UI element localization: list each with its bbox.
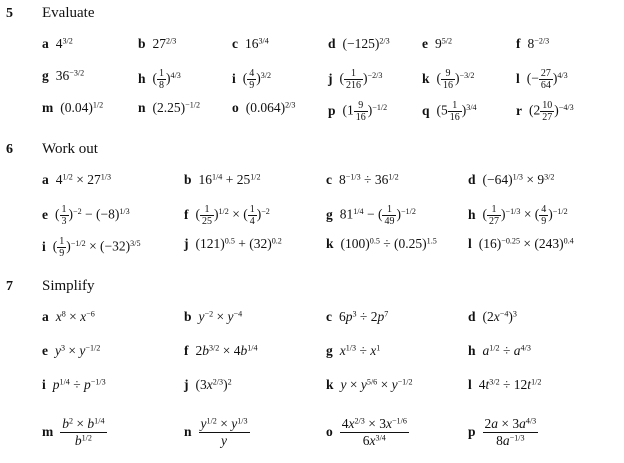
exercise-item: m $(0.04)^{1/2}$ — [42, 100, 104, 115]
exercise-item: f $8^{-2/3}$ — [516, 36, 550, 51]
question-number: 6 — [6, 142, 13, 157]
exercise-item: n $\frac{y^{1/2} \times y^{1/3}}{y}$ — [184, 416, 248, 448]
exercise-item: r (2 $\frac{10}{27}$ )$^{-4/3}$ — [516, 100, 574, 123]
exercise-item: i ( $\frac{1}{9}$ )$^{-1/2} \times (-32)^{3/5}$ — [42, 236, 141, 259]
exercise-item: d $(-64)^{1/3} \times 9^{3/2}$ — [468, 172, 555, 187]
question-title: Simplify — [42, 278, 95, 294]
question-title: Evaluate — [42, 5, 95, 21]
exercise-item: p $\frac{2a \times 3a^{4/3}}{8a^{-1/3}}$ — [468, 416, 537, 448]
exercise-item: q (5 $\frac{1}{16}$ )$^{3/4}$ — [422, 100, 477, 123]
exercise-item: f $2b^{3/2} \times 4b^{1/4}$ — [184, 343, 258, 358]
exercise-item: b $16^{1/4} + 25^{1/2}$ — [184, 172, 261, 187]
exercise-item: k $(100)^{0.5} \div (0.25)^{1.5}$ — [326, 236, 437, 251]
exercise-item: l (− $\frac{27}{64}$ )$^{4/3}$ — [516, 68, 568, 91]
question-title: Work out — [42, 141, 98, 157]
exercise-item: k $y \times y^{5/6} \times y^{-1/2}$ — [326, 377, 413, 392]
exercise-item: e $y^3 \times y^{-1/2}$ — [42, 343, 101, 358]
exercise-item: o $(0.064)^{2/3}$ — [232, 100, 296, 115]
exercise-item: d $(-125)^{2/3}$ — [328, 36, 390, 51]
exercise-item: e ( $\frac{1}{3}$ )$^{-2} - (-8)^{1/3}$ — [42, 204, 130, 227]
exercise-item: c $8^{-1/3} \div 36^{1/2}$ — [326, 172, 399, 187]
exercise-item: a $x^8 \times x^{-6}$ — [42, 309, 95, 324]
exercise-item: m $\frac{b^2 \times b^{1/4}}{b^{1/2}}$ — [42, 416, 105, 448]
exercise-item: h ( $\frac{1}{27}$ )$^{-1/3}$ × ( $\frac{4}{9}$ )$^{-1/2}$ — [468, 204, 568, 227]
exercise-item: d $(2x^{-4})^3$ — [468, 309, 517, 324]
exercise-item: e $9^{5/2}$ — [422, 36, 453, 51]
exercise-item: a $4^{3/2}$ — [42, 36, 73, 51]
exercise-item: n $(2.25)^{-1/2}$ — [138, 100, 201, 115]
exercise-item: j $(3x^{2/3})^2$ — [184, 377, 232, 392]
question-number: 7 — [6, 279, 13, 294]
exercise-item: g $36^{-3/2}$ — [42, 68, 85, 83]
exercise-item: g $x^{1/3} \div x^1$ — [326, 343, 381, 358]
question-number: 5 — [6, 6, 13, 21]
exercise-item: a $4^{1/2} \times 27^{1/3}$ — [42, 172, 112, 187]
exercise-item: l $(16)^{-0.25} \times (243)^{0.4}$ — [468, 236, 574, 251]
exercise-item: k ( $\frac{9}{16}$ )$^{-3/2}$ — [422, 68, 475, 91]
exercise-item: i $p^{1/4} \div p^{-1/3}$ — [42, 377, 106, 392]
exercise-item: j ( $\frac{1}{216}$ )$^{-2/3}$ — [328, 68, 383, 91]
exercise-item: h ( $\frac{1}{8}$ )$^{4/3}$ — [138, 68, 181, 91]
exercise-item: l $4t^{3/2} \div 12t^{1/2}$ — [468, 377, 542, 392]
exercise-item: f ( $\frac{1}{25}$ )$^{1/2}$ × ( $\frac{1}{4}$ )$^{-2}$ — [184, 204, 270, 227]
exercise-item: c $6p^3 \div 2p^7$ — [326, 309, 389, 324]
exercise-item: g $81^{1/4}$ − ( $\frac{1}{49}$ )$^{-1/2}$ — [326, 204, 416, 227]
exercise-item: c $16^{3/4}$ — [232, 36, 269, 51]
exercise-item: j $(121)^{0.5} + (32)^{0.2}$ — [184, 236, 282, 251]
exercise-item: p (1 $\frac{9}{16}$ )$^{-1/2}$ — [328, 100, 388, 123]
exercise-item: o $\frac{4x^{2/3} \times 3x^{-1/6}}{6x^{3/4}}$ — [326, 416, 407, 448]
exercise-item: b $27^{2/3}$ — [138, 36, 177, 51]
exercise-item: i ( $\frac{4}{9}$ )$^{3/2}$ — [232, 68, 272, 91]
exercise-item: b $y^{-2} \times y^{-4}$ — [184, 309, 243, 324]
exercise-item: h $a^{1/2} \div a^{4/3}$ — [468, 343, 531, 358]
